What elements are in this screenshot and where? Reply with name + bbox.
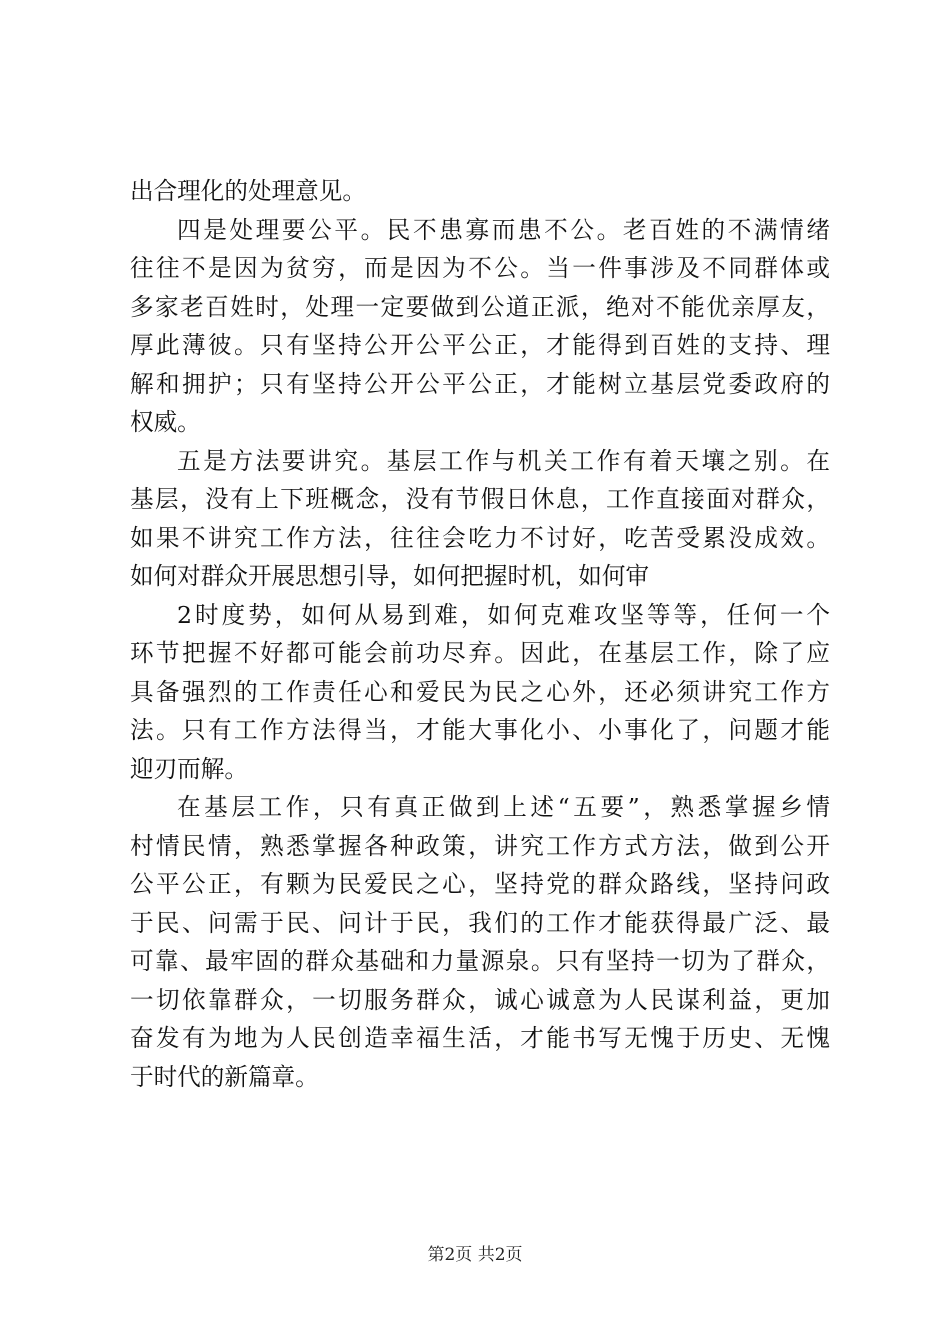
paragraph-first-line: 在基层工作，只有真正做到上述“五要”，熟悉掌握乡情 <box>177 793 830 821</box>
text-line: 如何对群众开展思想引导，如何把握时机，如何审 <box>130 562 650 590</box>
text-line: 奋发有为地为人民创造幸福生活，才能书写无愧于历史、无愧 <box>130 1024 830 1052</box>
paragraph-first-line: 2时度势，如何从易到难，如何克难攻坚等等，任何一个 <box>177 600 830 629</box>
text-line: 基层，没有上下班概念，没有节假日休息，工作直接面对群众， <box>130 485 830 513</box>
text-line: 厚此薄彼。只有坚持公开公平公正，才能得到百姓的支持、理 <box>130 331 830 359</box>
paragraph-first-line: 四是处理要公平。民不患寡而患不公。老百姓的不满情绪 <box>177 215 830 244</box>
text-line: 公平公正，有颗为民爱民之心，坚持党的群众路线，坚持问政 <box>130 870 830 898</box>
paragraph-first-line: 五是方法要讲究。基层工作与机关工作有着天壤之别。在 <box>177 446 830 475</box>
text-line: 解和拥护；只有坚持公开公平公正，才能树立基层党委政府的 <box>130 369 830 398</box>
text-line: 一切依靠群众，一切服务群众，诚心诚意为人民谋利益，更加 <box>130 985 830 1014</box>
text-line: 往往不是因为贫穷，而是因为不公。当一件事涉及不同群体或 <box>130 254 830 282</box>
text-line: 于时代的新篇章。 <box>130 1062 319 1091</box>
text-line: 法。只有工作方法得当，才能大事化小、小事化了，问题才能 <box>130 716 830 744</box>
text-line: 于民、问需于民、问计于民，我们的工作才能获得最广泛、最 <box>130 908 830 937</box>
text-line: 迎刃而解。 <box>130 754 248 783</box>
text-line: 村情民情，熟悉掌握各种政策，讲究工作方式方法，做到公开 <box>130 831 830 860</box>
text-line: 出合理化的处理意见。 <box>130 177 366 205</box>
text-line: 具备强烈的工作责任心和爱民为民之心外，还必须讲究工作方 <box>130 677 830 706</box>
document-body <box>130 172 830 1096</box>
text-line: 权威。 <box>130 408 201 436</box>
text-line: 环节把握不好都可能会前功尽弃。因此，在基层工作，除了应 <box>130 639 830 667</box>
text-line: 可靠、最牢固的群众基础和力量源泉。只有坚持一切为了群众， <box>130 947 830 975</box>
page-footer: 第2页 共2页 <box>427 1245 523 1265</box>
text-line: 如果不讲究工作方法，往往会吃力不讨好，吃苦受累没成效。 <box>130 523 830 552</box>
text-line: 多家老百姓时，处理一定要做到公道正派，绝对不能优亲厚友， <box>130 292 830 321</box>
